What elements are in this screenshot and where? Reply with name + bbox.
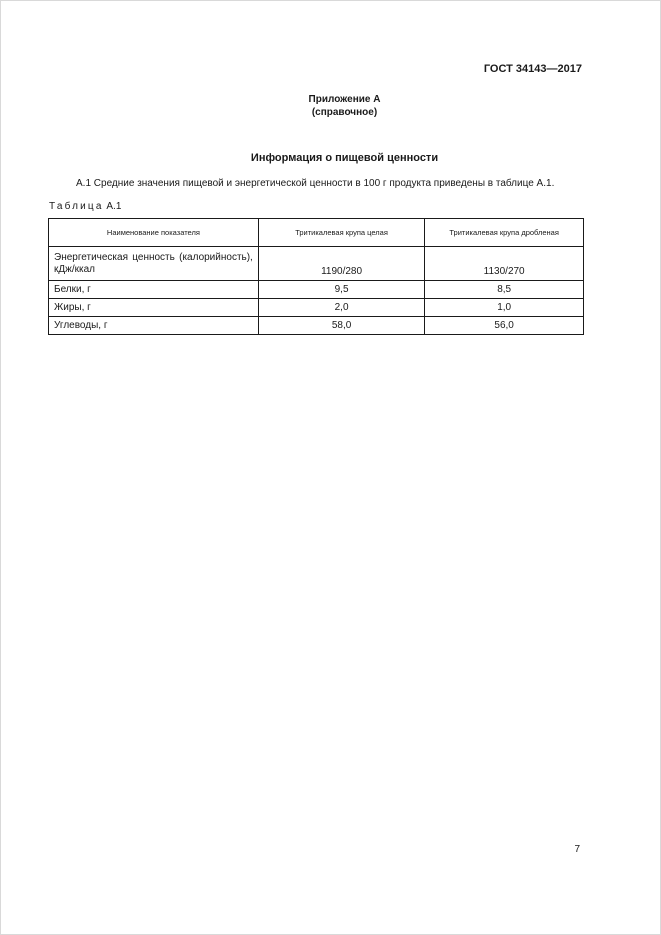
row-protein-name: Белки, г [49, 281, 259, 299]
header-crushed-grain: Тритикалевая крупа дробленая [425, 219, 584, 247]
row-energy-whole: 1190/280 [258, 247, 424, 281]
paragraph-a1: А.1 Средние значения пищевой и энергетической ценности в 100 г продукта приведены в таблице А.1. [76, 178, 555, 189]
row-carbs-whole: 58,0 [258, 317, 424, 335]
row-fat-crushed: 1,0 [425, 299, 584, 317]
row-fat-name: Жиры, г [49, 299, 259, 317]
table-row [49, 281, 584, 299]
row-protein-crushed: 8,5 [425, 281, 584, 299]
page-number: 7 [574, 844, 580, 855]
header-indicator: Наименование показателя [49, 219, 259, 247]
table-header-row [49, 219, 584, 247]
annex-title: Приложение А [308, 94, 381, 105]
table-caption-word: Таблица [49, 201, 104, 212]
table-caption [49, 201, 121, 212]
nutrition-table [48, 218, 584, 335]
document-code: ГОСТ 34143—2017 [483, 63, 582, 75]
annex-heading [1, 93, 660, 119]
row-carbs-name: Углеводы, г [49, 317, 259, 335]
row-carbs-crushed: 56,0 [425, 317, 584, 335]
row-energy-name: Энергетическая ценность (калорийность), кДж/ккал [49, 247, 259, 281]
section-title: Информация о пищевой ценности [250, 152, 439, 164]
table-row [49, 317, 584, 335]
row-protein-whole: 9,5 [258, 281, 424, 299]
row-energy-crushed: 1130/270 [425, 247, 584, 281]
row-fat-whole: 2,0 [258, 299, 424, 317]
header-whole-grain: Тритикалевая крупа целая [258, 219, 424, 247]
table-row [49, 299, 584, 317]
table-row [49, 247, 584, 281]
annex-subtitle: (справочное) [311, 107, 378, 118]
table-caption-number: А.1 [103, 201, 122, 212]
